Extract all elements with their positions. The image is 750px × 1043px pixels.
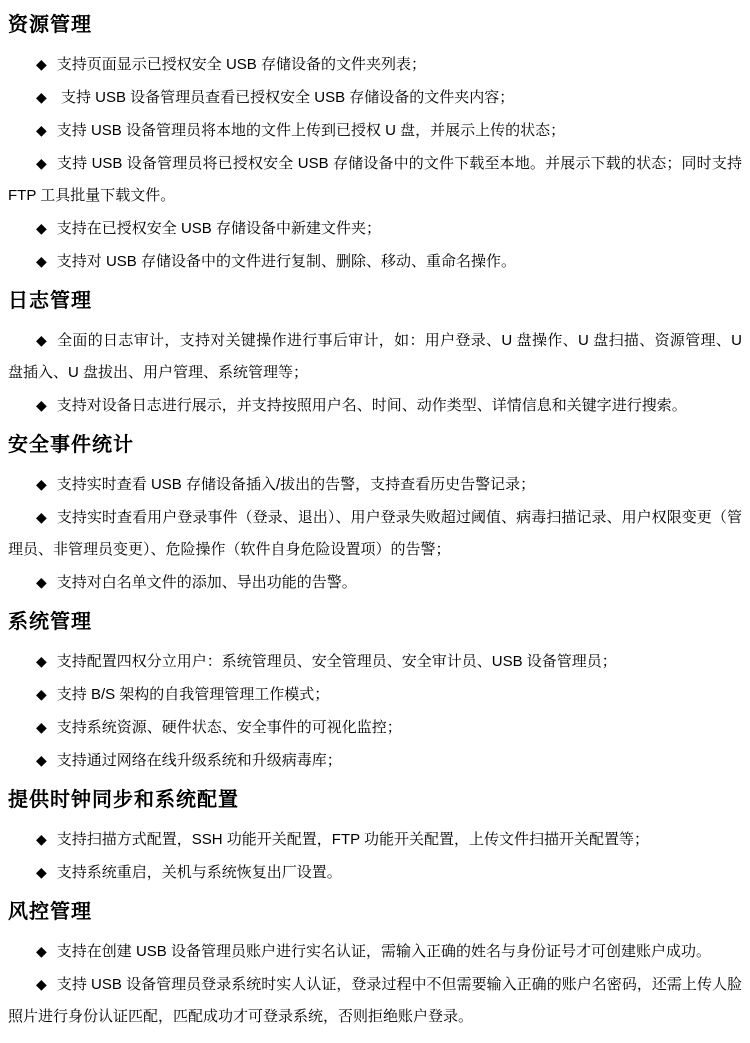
- bullet-text: 支持通过网络在线升级系统和升级病毒库；: [56, 752, 342, 769]
- bullet-text: 全面的日志审计，支持对关键操作进行事后审计，如：用户登录、U 盘操作、U 盘扫描、资源管理、U 盘插入、U 盘拔出、用户管理、系统管理等；: [8, 332, 747, 381]
- section-heading-clock-sync-config: 提供时钟同步和系统配置: [8, 789, 239, 811]
- bullet-text: 支持实时查看用户登录事件（登录、退出）、用户登录失败超过阈值、病毒扫描记录、用户权限变更（管理员、非管理员变更）、危险操作（软件自身危险设置项）的告警；: [8, 509, 742, 558]
- diamond-bullet-icon: ◆: [36, 976, 47, 992]
- diamond-bullet-icon: ◆: [36, 831, 47, 847]
- section-heading-log-management: 日志管理: [8, 290, 92, 312]
- bullet-text: 支持对白名单文件的添加、导出功能的告警。: [56, 574, 357, 591]
- bullet-item: [8, 114, 742, 147]
- diamond-bullet-icon: ◆: [36, 122, 47, 138]
- bullet-text: 支持 B/S 架构的自我管理管理工作模式；: [56, 686, 330, 703]
- bullet-text: 支持对 USB 存储设备中的文件进行复制、删除、移动、重命名操作。: [56, 253, 516, 270]
- diamond-bullet-icon: ◆: [36, 864, 47, 880]
- bullet-item: [8, 501, 742, 566]
- bullet-text: 支持配置四权分立用户：系统管理员、安全管理员、安全审计员、USB 设备管理员；: [56, 653, 617, 670]
- bullet-text: 支持 USB 设备管理员登录系统时实人认证，登录过程中不但需要输入正确的账户名密码，还需上传人脸照片进行身份认证匹配，匹配成功才可登录系统，否则拒绝账户登录。: [8, 976, 742, 1025]
- diamond-bullet-icon: ◆: [36, 253, 47, 269]
- bullet-item: [8, 856, 742, 889]
- bullet-item: [8, 678, 742, 711]
- bullet-text: 支持系统重启，关机与系统恢复出厂设置。: [56, 864, 342, 881]
- bullet-item: [8, 823, 742, 856]
- bullet-item: [8, 468, 742, 501]
- diamond-bullet-icon: ◆: [36, 56, 47, 72]
- bullet-text: 支持在已授权安全 USB 存储设备中新建文件夹；: [56, 220, 381, 237]
- diamond-bullet-icon: ◆: [36, 220, 47, 236]
- bullet-item: [8, 645, 742, 678]
- diamond-bullet-icon: ◆: [36, 686, 47, 702]
- bullet-item: [8, 968, 742, 1033]
- bullet-item: [8, 566, 742, 599]
- diamond-bullet-icon: ◆: [36, 653, 47, 669]
- bullet-text: 支持实时查看 USB 存储设备插入/拔出的告警，支持查看历史告警记录；: [56, 476, 536, 493]
- diamond-bullet-icon: ◆: [36, 719, 47, 735]
- bullet-text: 支持系统资源、硬件状态、安全事件的可视化监控；: [56, 719, 402, 736]
- bullet-item: [8, 245, 742, 278]
- bullet-text: 支持 USB 设备管理员将本地的文件上传到已授权 U 盘，并展示上传的状态；: [56, 122, 566, 139]
- bullet-item: [8, 389, 742, 422]
- diamond-bullet-icon: ◆: [36, 89, 47, 105]
- bullet-text: 支持 USB 设备管理员将已授权安全 USB 存储设备中的文件下载至本地。并展示下载的状态；同时支持 FTP 工具批量下载文件。: [8, 155, 747, 204]
- diamond-bullet-icon: ◆: [36, 574, 47, 590]
- diamond-bullet-icon: ◆: [36, 943, 47, 959]
- section-heading-risk-control: 风控管理: [8, 901, 92, 923]
- bullet-item: [8, 711, 742, 744]
- bullet-item: [8, 744, 742, 777]
- diamond-bullet-icon: ◆: [36, 752, 47, 768]
- bullet-text: 支持扫描方式配置，SSH 功能开关配置，FTP 功能开关配置，上传文件扫描开关配置等；: [56, 831, 650, 848]
- bullet-item: [8, 324, 747, 389]
- bullet-item: [8, 48, 742, 81]
- bullet-item: [8, 147, 747, 212]
- diamond-bullet-icon: ◆: [36, 476, 47, 492]
- bullet-text: 支持对设备日志进行展示，并支持按照用户名、时间、动作类型、详情信息和关键字进行搜索。: [56, 397, 687, 414]
- bullet-item: [8, 212, 742, 245]
- bullet-text: 支持在创建 USB 设备管理员账户进行实名认证，需输入正确的姓名与身份证号才可创建账户成功。: [56, 943, 711, 960]
- section-heading-resource-management: 资源管理: [8, 14, 92, 36]
- diamond-bullet-icon: ◆: [36, 155, 47, 171]
- bullet-item: [8, 81, 742, 114]
- diamond-bullet-icon: ◆: [36, 332, 48, 348]
- section-heading-system-management: 系统管理: [8, 611, 92, 633]
- diamond-bullet-icon: ◆: [36, 397, 47, 413]
- bullet-item: [8, 935, 742, 968]
- section-heading-security-event-stats: 安全事件统计: [8, 434, 134, 456]
- bullet-text: 支持页面显示已授权安全 USB 存储设备的文件夹列表；: [56, 56, 426, 73]
- diamond-bullet-icon: ◆: [36, 509, 47, 525]
- bullet-text: 支持 USB 设备管理员查看已授权安全 USB 存储设备的文件夹内容；: [56, 89, 515, 106]
